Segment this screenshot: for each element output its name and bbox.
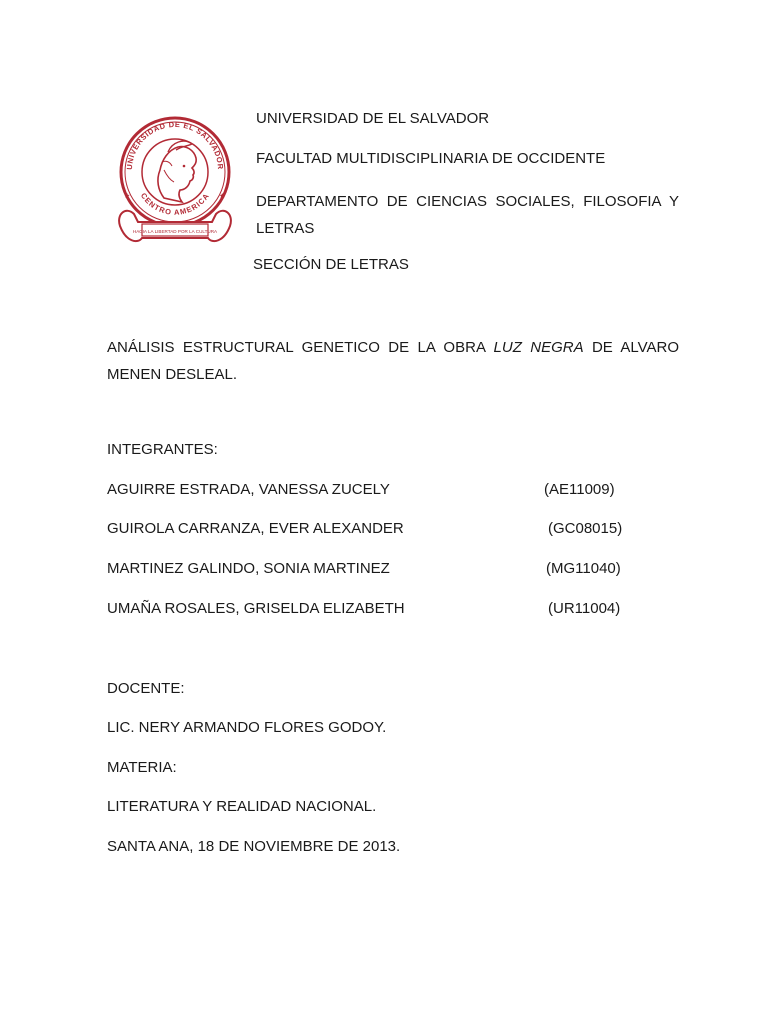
- subject-heading: MATERIA:: [107, 759, 177, 776]
- member-code: (MG11040): [546, 560, 621, 577]
- title-part-2: DE ALVARO MENEN DESLEAL.: [107, 339, 680, 383]
- seal-graphic: [112, 110, 238, 252]
- member-code: (AE11009): [544, 481, 615, 498]
- member-name: AGUIRRE ESTRADA, VANESSA ZUCELY: [107, 481, 390, 498]
- members-heading: INTEGRANTES:: [107, 441, 218, 458]
- member-code: (GC08015): [548, 520, 623, 537]
- svg-text:HACIA LA LIBERTAD POR LA CULTU: HACIA LA LIBERTAD POR LA CULTURA: [132, 229, 218, 234]
- department-name: DEPARTAMENTO DE CIENCIAS SOCIALES, FILOSOFIA Y LETRAS: [256, 193, 679, 237]
- svg-text:★: ★: [124, 193, 131, 200]
- place-date: SANTA ANA, 18 DE NOVIEMBRE DE 2013.: [107, 838, 401, 855]
- teacher-heading: DOCENTE:: [107, 680, 185, 697]
- title-work: LUZ NEGRA: [493, 339, 584, 356]
- member-name: MARTINEZ GALINDO, SONIA MARTINEZ: [107, 560, 390, 577]
- document-title: [107, 334, 679, 388]
- title-part-1: ANÁLISIS ESTRUCTURAL GENETICO DE LA OBRA: [107, 339, 494, 356]
- section-name: SECCIÓN DE LETRAS: [253, 256, 409, 273]
- member-code: (UR11004): [548, 600, 621, 617]
- university-name: UNIVERSIDAD DE EL SALVADOR: [256, 110, 490, 127]
- faculty-name: FACULTAD MULTIDISCIPLINARIA DE OCCIDENTE: [256, 150, 606, 167]
- svg-text:CENTRO AMERICA: CENTRO AMERICA: [138, 191, 212, 217]
- svg-text:UNIVERSIDAD DE EL SALVADOR: UNIVERSIDAD DE EL SALVADOR: [124, 119, 226, 171]
- member-name: GUIROLA CARRANZA, EVER ALEXANDER: [107, 520, 404, 537]
- university-seal-logo: [112, 110, 238, 252]
- svg-text:★: ★: [219, 193, 226, 200]
- teacher-name: LIC. NERY ARMANDO FLORES GODOY.: [107, 719, 387, 736]
- member-name: UMAÑA ROSALES, GRISELDA ELIZABETH: [107, 600, 405, 617]
- subject-name: LITERATURA Y REALIDAD NACIONAL.: [107, 798, 377, 815]
